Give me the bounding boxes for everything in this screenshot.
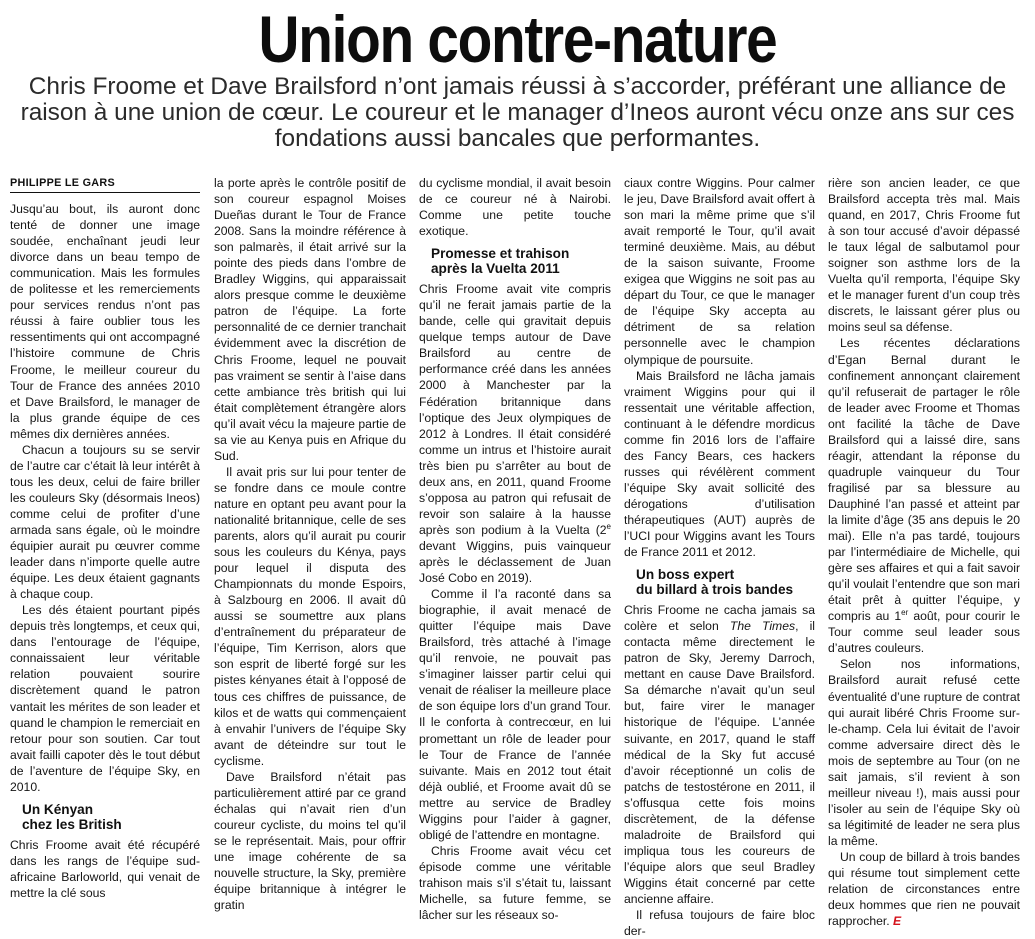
end-mark-icon: E [893, 914, 902, 929]
paragraph: Selon nos informations, Brailsford aurait refusé cette éventualité d’une rupture de contrat qui aurait libéré Chris Froome sur-le-champ. Cela lui évitait de l’avoir comme adversaire direct dès le mois de septembre au Tour (on ne sait jamais, s’il revient à son meilleur niveau !), mais aussi pour l’isoler au sein de l’équipe Sky où sa légitimité de leader ne sera plus la même. [828, 657, 1020, 848]
paragraph: Comme il l’a raconté dans sa biographie, il avait menacé de quitter l’équipe mais Dave Brailsford, très attaché à l’image qu’il renvoie, ne pouvait pas s’imaginer laisser partir celui qui venait de réaliser la meilleure place de son équipe lors d’un grand Tour. Il le conforta à contrecœur, en lui promettant un rôle de leader pour le Tour de France de l’année suivante. Mais en 2012 tout était déjà oublié, et Froome avait dû se mettre au service de Bradley Wiggins pour l’aider à gagner, obligé de l’attendre en montagne. [419, 587, 611, 842]
subheading [431, 246, 611, 276]
paragraph: Jusqu’au bout, ils auront donc tenté de donner une image soudée, enchaînant jeudi leur divorce dans un beau tempo de communication. Mais les formules de politesse et les remerciements pour services rendus n’ont pas réussi à faire oublier tous les ressentiments qui ont accompagné l’histoire commune de Chris Froome, le meilleur coureur du Tour de France des années 2010 et Dave Brailsford, le manager de la plus grande équipe de ces mêmes dix dernières années. [10, 202, 200, 441]
headline: Union contre-nature [258, 2, 777, 76]
paragraph: Il refusa toujours de faire bloc der- [624, 908, 815, 939]
paragraph: Il avait pris sur lui pour tenter de se fondre dans ce moule contre nature en optant peu avant pour la nationalité britannique, celle de ses parents, alors qu’il aurait pu courir sous les couleurs du Kénya, pays pour lequel il disputa des Championnats du monde Espoirs, à Salzbourg en 2006. Il avait dû aussi se soumettre aux plans d’entraînement du préparateur de l’équipe, Tim Kerrison, alors que son esprit de liberté forgé sur les pistes kényanes était à l’opposé de tous ces chiffres de puissance, de kilos et de watts qui commençaient à envahir l’univers de l’équipe Sky avant de déteindre sur tout le cyclisme. [214, 464, 406, 768]
paragraph: Dave Brailsford n’était pas particulièrement attiré par ce grand échalas qui n’avait rien d’un coureur cycliste, du moins tel qu’il se le représentait. Mais, pour offrir une image cohérente de sa nouvelle structure, la Sky, première équipe britannique à intégrer le gratin [214, 769, 406, 913]
text-run: , il contacta même directement le patron de Sky, Jeremy Darroch, mettant en cause Dave Brailsford. Sa démarche n’avait qu’un seul but, faire virer le manager historique de l’équipe. L’année suivante, en 2017, quand le staff médical de la Sky fut accusé d’avoir réceptionné un colis de patchs de testostérone en 2011, il s’offusqua cette fois moins discrètement, de la défense maladroite de Brailsford qui impliqua tous les coureurs de l’équipe alors que seul Bradley Wiggins était concerné par cette ancienne affaire. [624, 619, 816, 906]
paragraph: Les dés étaient pourtant pipés depuis très longtemps, et ceux qui, dans l’entourage de l’équipe, connaissaient leur véritable relation pouvaient sourire discrètement quand le patron vantait les mérites de son leader et quand le champion le remerciait en retour pour son soutien. Car tout avait failli capoter dès le tout début de l’aventure de l’équipe Sky, en 2010. [10, 603, 200, 794]
paragraph [828, 849, 1020, 929]
paragraph [828, 335, 1020, 656]
subheading-line: Promesse et trahison [431, 246, 570, 262]
paragraph: Chris Froome avait été récupéré dans les rangs de l’équipe sud-africaine Barloworld, qui venait de mettre la clé sous [10, 837, 200, 900]
paragraph [419, 281, 611, 586]
paragraph: Chacun a toujours su se servir de l’autre car c’était là leur intérêt à tous les deux, celui de faire briller les couleurs Sky (désormais Ineos) comme celui de profiter d’une armada sans égale, où le moindre équipier aurait pu œuvrer comme leader dans n’importe quelle autre équipe. Les deux étaient gagnants à chaque coup. [10, 442, 200, 602]
byline-text: PHILIPPE LE GARS [10, 177, 115, 189]
text-run: Chris Froome ne cacha jamais sa colère et selon [624, 603, 815, 634]
text-run: devant Wiggins, puis vainqueur après le déclassement de Juan José Cobo en 2019). [419, 538, 611, 586]
column-5 [828, 175, 1020, 929]
text-run: Chris Froome avait vite compris qu’il ne ferait jamais partie de la bande, celle qui gravitait depuis quelque temps autour de Dave Brailsford au centre de performance créé dans les années 2000 à Manchester par la Fédération britannique dans l’optique des Jeux olympiques de 2012 à Londres. Il était considéré comme un intrus et l’histoire aurait très bien pu s’arrêter au bout de deux ans, en 2011, quand Froome s’opposa au patron qui refusait de revoir son salaire à la hausse après son podium à la Vuelta (2 [419, 282, 611, 537]
subheading-line: Un boss expert [636, 567, 735, 583]
byline [10, 175, 200, 193]
paragraph: ciaux contre Wiggins. Pour calmer le jeu, Dave Brailsford avait offert à son mari la même prime que s’il avait remporté le Tour, qu’il avait terminé deuxième. Mais, au début de la saison suivante, Froome exigea que Wiggins ne soit pas au départ du Tour, ce que le manager de l’équipe Sky accepta au détriment de sa relation personnelle avec le champion olympique de poursuite. [624, 176, 815, 367]
deck: Chris Froome et Dave Brailsford n’ont jamais réussi à s’accorder, préférant une alliance de raison à une union de cœur. Le coureur et le manager d’Ineos auront vécu onze ans sur ces fondations aussi bancales que performantes. [20, 73, 1015, 152]
paragraph: du cyclisme mondial, il avait besoin de ce coureur né à Nairobi. Comme une petite touche exotique. [419, 176, 611, 239]
subheading-line: après la Vuelta 2011 [431, 261, 560, 277]
column-1 [10, 175, 200, 900]
paragraph: Chris Froome avait vécu cet épisode comme une véritable trahison mais s’il s’était tu, laissant Michelle, sa future femme, se lâcher sur les réseaux so- [419, 843, 611, 923]
subheading-line: Un Kényan [22, 801, 94, 817]
text-run: août, pour courir le Tour comme seul leader sous d’autres couleurs. [828, 609, 1020, 656]
paragraph [624, 602, 815, 907]
column-3 [419, 175, 611, 923]
superscript: er [901, 608, 909, 618]
column-4 [624, 175, 816, 939]
paragraph: la porte après le contrôle positif de son coureur espagnol Moises Dueñas durant le Tour de France 2008. Sans la moindre référence à son palmarès, il était arrivé sur la pointe des pieds dans l’ombre de Bradley Wiggins, qui apparaissait alors presque comme le deuxième patron de l’équipe. La forte personnalité de ce dernier tranchait évidemment avec la discrétion de Chris Froome, lequel ne pouvait pas vraiment se sentir à l’aise dans cette ambiance très british qui lui était complètement étrangère alors qu’il avait vécu la majeure partie de sa vie au Kenya puis en Afrique du Sud. [214, 176, 406, 463]
text-run: Un coup de billard à trois bandes qui résume tout simplement cette relation de circonstances entre deux hommes que rien ne pouvait rapprocher. [828, 849, 1020, 929]
subheading-line: chez les British [22, 816, 122, 832]
subheading-line: du billard à trois bandes [636, 582, 794, 598]
paragraph: Mais Brailsford ne lâcha jamais vraiment Wiggins pour qui il ressentait une véritable affection, continuant à le défendre mordicus comme fin 2016 lors de l’affaire des Fancy Bears, ces hackers russes qui révélèrent comment l’équipe Sky avait sollicité des dérogations d’utilisation thérapeutiques (AUT) auprès de l’UCI pour Wiggins avant les Tours de France 2011 et 2012. [624, 368, 815, 560]
subheading [636, 567, 815, 597]
superscript: e [606, 521, 611, 531]
text-run: Les récentes déclarations d’Egan Bernal durant le confinement annonçant clairement qu’il refuserait de partager le rôle de leader avec Froome et Thomas ont facilité la tâche de Dave Brailsford qui a laissé dire, sans réagir, attendant la réponse du quadruple vainqueur du Tour fragilisé par sa blessure au Dauphiné l’an passé et atteint par la limite d’âge (35 ans depuis le 20 mai). Elle n’a pas tardé, toujours par l’intermédiaire de Michelle, qui gère ses affaires et qui a fait savoir qu’il voulait l’entendre que son mari était prêt à quitter l’équipe, y compris au 1 [828, 336, 1020, 624]
paragraph: rière son ancien leader, ce que Brailsford accepta très mal. Mais quand, en 2017, Chris Froome fut à son tour accusé d’avoir dépassé le taux légal de salbutamol pour soigner son asthme lors de la Vuelta qu’il remporta, l’équipe Sky et le manager furent d’un coup très discrets, le laissant gérer plus ou moins seul sa défense. [828, 176, 1020, 335]
italic-title: The Times [729, 619, 796, 634]
column-2 [214, 175, 406, 913]
subheading [22, 802, 200, 832]
